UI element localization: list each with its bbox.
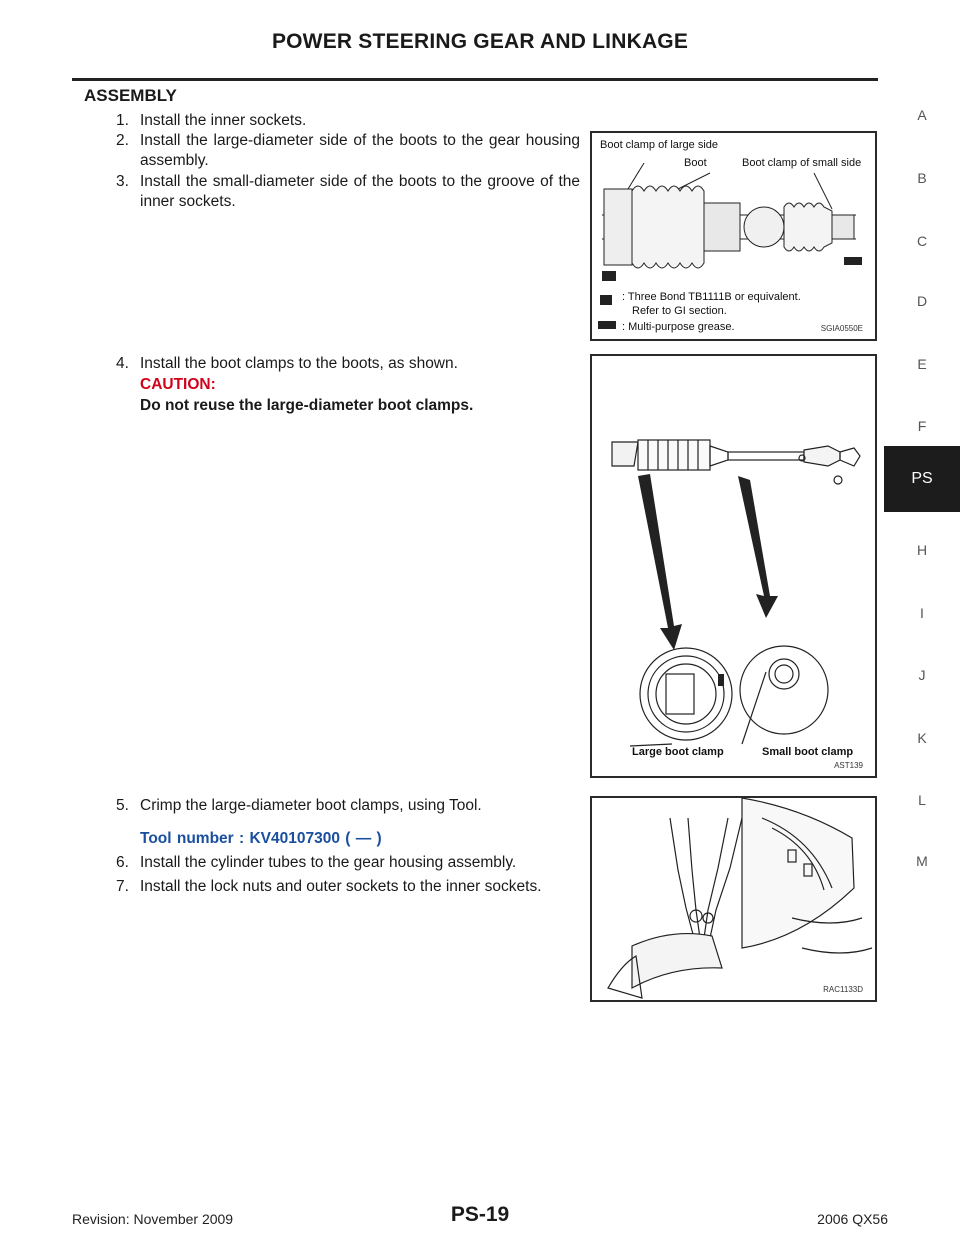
figure-code: RAC1133D [823,985,863,994]
step-text: Install the large-diameter side of the boots to the gear housing assembly. [140,132,580,169]
footer-revision: Revision: November 2009 [72,1211,234,1227]
step-4 [116,354,556,374]
figure-code: AST139 [834,761,863,770]
step-number: 2. [116,132,129,149]
label-boot-clamp-large: Boot clamp of large side [600,139,719,151]
step-text: Crimp the large-diameter boot clamps, using Tool. [140,797,482,814]
page-title: POWER STEERING GEAR AND LINKAGE [271,30,689,53]
index-letter-f[interactable]: F [917,418,927,434]
label-boot-clamp-small: Boot clamp of small side [742,157,862,169]
legend-three-bond: : Three Bond TB1111B or equivalent. [622,291,801,303]
index-letter-m[interactable]: M [916,853,928,869]
legend-grease: : Multi-purpose grease. [622,321,735,333]
step-text: Install the lock nuts and outer sockets to the inner sockets. [140,878,542,895]
header-rule [72,78,878,81]
step-6 [116,853,556,873]
step-number: 6. [116,854,129,871]
step-number: 1. [116,112,129,129]
figure-crimp-tool [590,796,877,1002]
index-letter-d[interactable]: D [916,293,928,309]
index-letter-j[interactable]: J [918,667,926,683]
step-number: 7. [116,878,129,895]
step-text: Install the boot clamps to the boots, as shown. [140,355,458,372]
legend-three-bond-ref: Refer to GI section. [632,305,727,317]
crimp-tool-drawing [592,798,879,1004]
label-large-boot-clamp: Large boot clamp [632,746,724,758]
index-letter-b[interactable]: B [917,170,927,186]
step-1 [116,111,580,131]
index-letter-c[interactable]: C [916,233,928,249]
index-active-ps[interactable]: PS [884,446,960,512]
figure-boot-clamps [590,131,877,341]
index-letter-h[interactable]: H [916,542,928,558]
caution-title: CAUTION: [140,376,216,393]
section-title: ASSEMBLY [84,86,177,105]
figure-code: SGIA0550E [820,324,863,333]
step-number: 4. [116,355,129,372]
index-letter-a[interactable]: A [917,107,927,123]
index-letter-e[interactable]: E [917,356,927,372]
caution-text: Do not reuse the large-diameter boot clamps. [140,397,474,414]
footer-model: 2006 QX56 [817,1211,888,1227]
tool-number: Tool number : KV40107300 ( — ) [140,830,382,847]
step-text: Install the cylinder tubes to the gear housing assembly. [140,854,517,871]
step-5 [116,796,556,816]
step-2 [116,131,580,171]
index-letter-l[interactable]: L [918,792,926,808]
step-number: 5. [116,797,129,814]
index-letter-i[interactable]: I [920,605,924,621]
step-text: Install the inner sockets. [140,112,307,129]
step-7 [116,877,576,897]
figure-boot-clamps-installed [590,354,877,778]
step-3 [116,172,580,212]
step-text: Install the small-diameter side of the boots to the groove of the inner sockets. [140,173,580,210]
clamp-install-drawing [592,356,879,780]
label-small-boot-clamp: Small boot clamp [762,746,854,758]
footer-page-number: PS-19 [450,1203,510,1226]
step-number: 3. [116,173,129,190]
index-letter-k[interactable]: K [917,730,927,746]
label-boot: Boot [684,157,707,169]
